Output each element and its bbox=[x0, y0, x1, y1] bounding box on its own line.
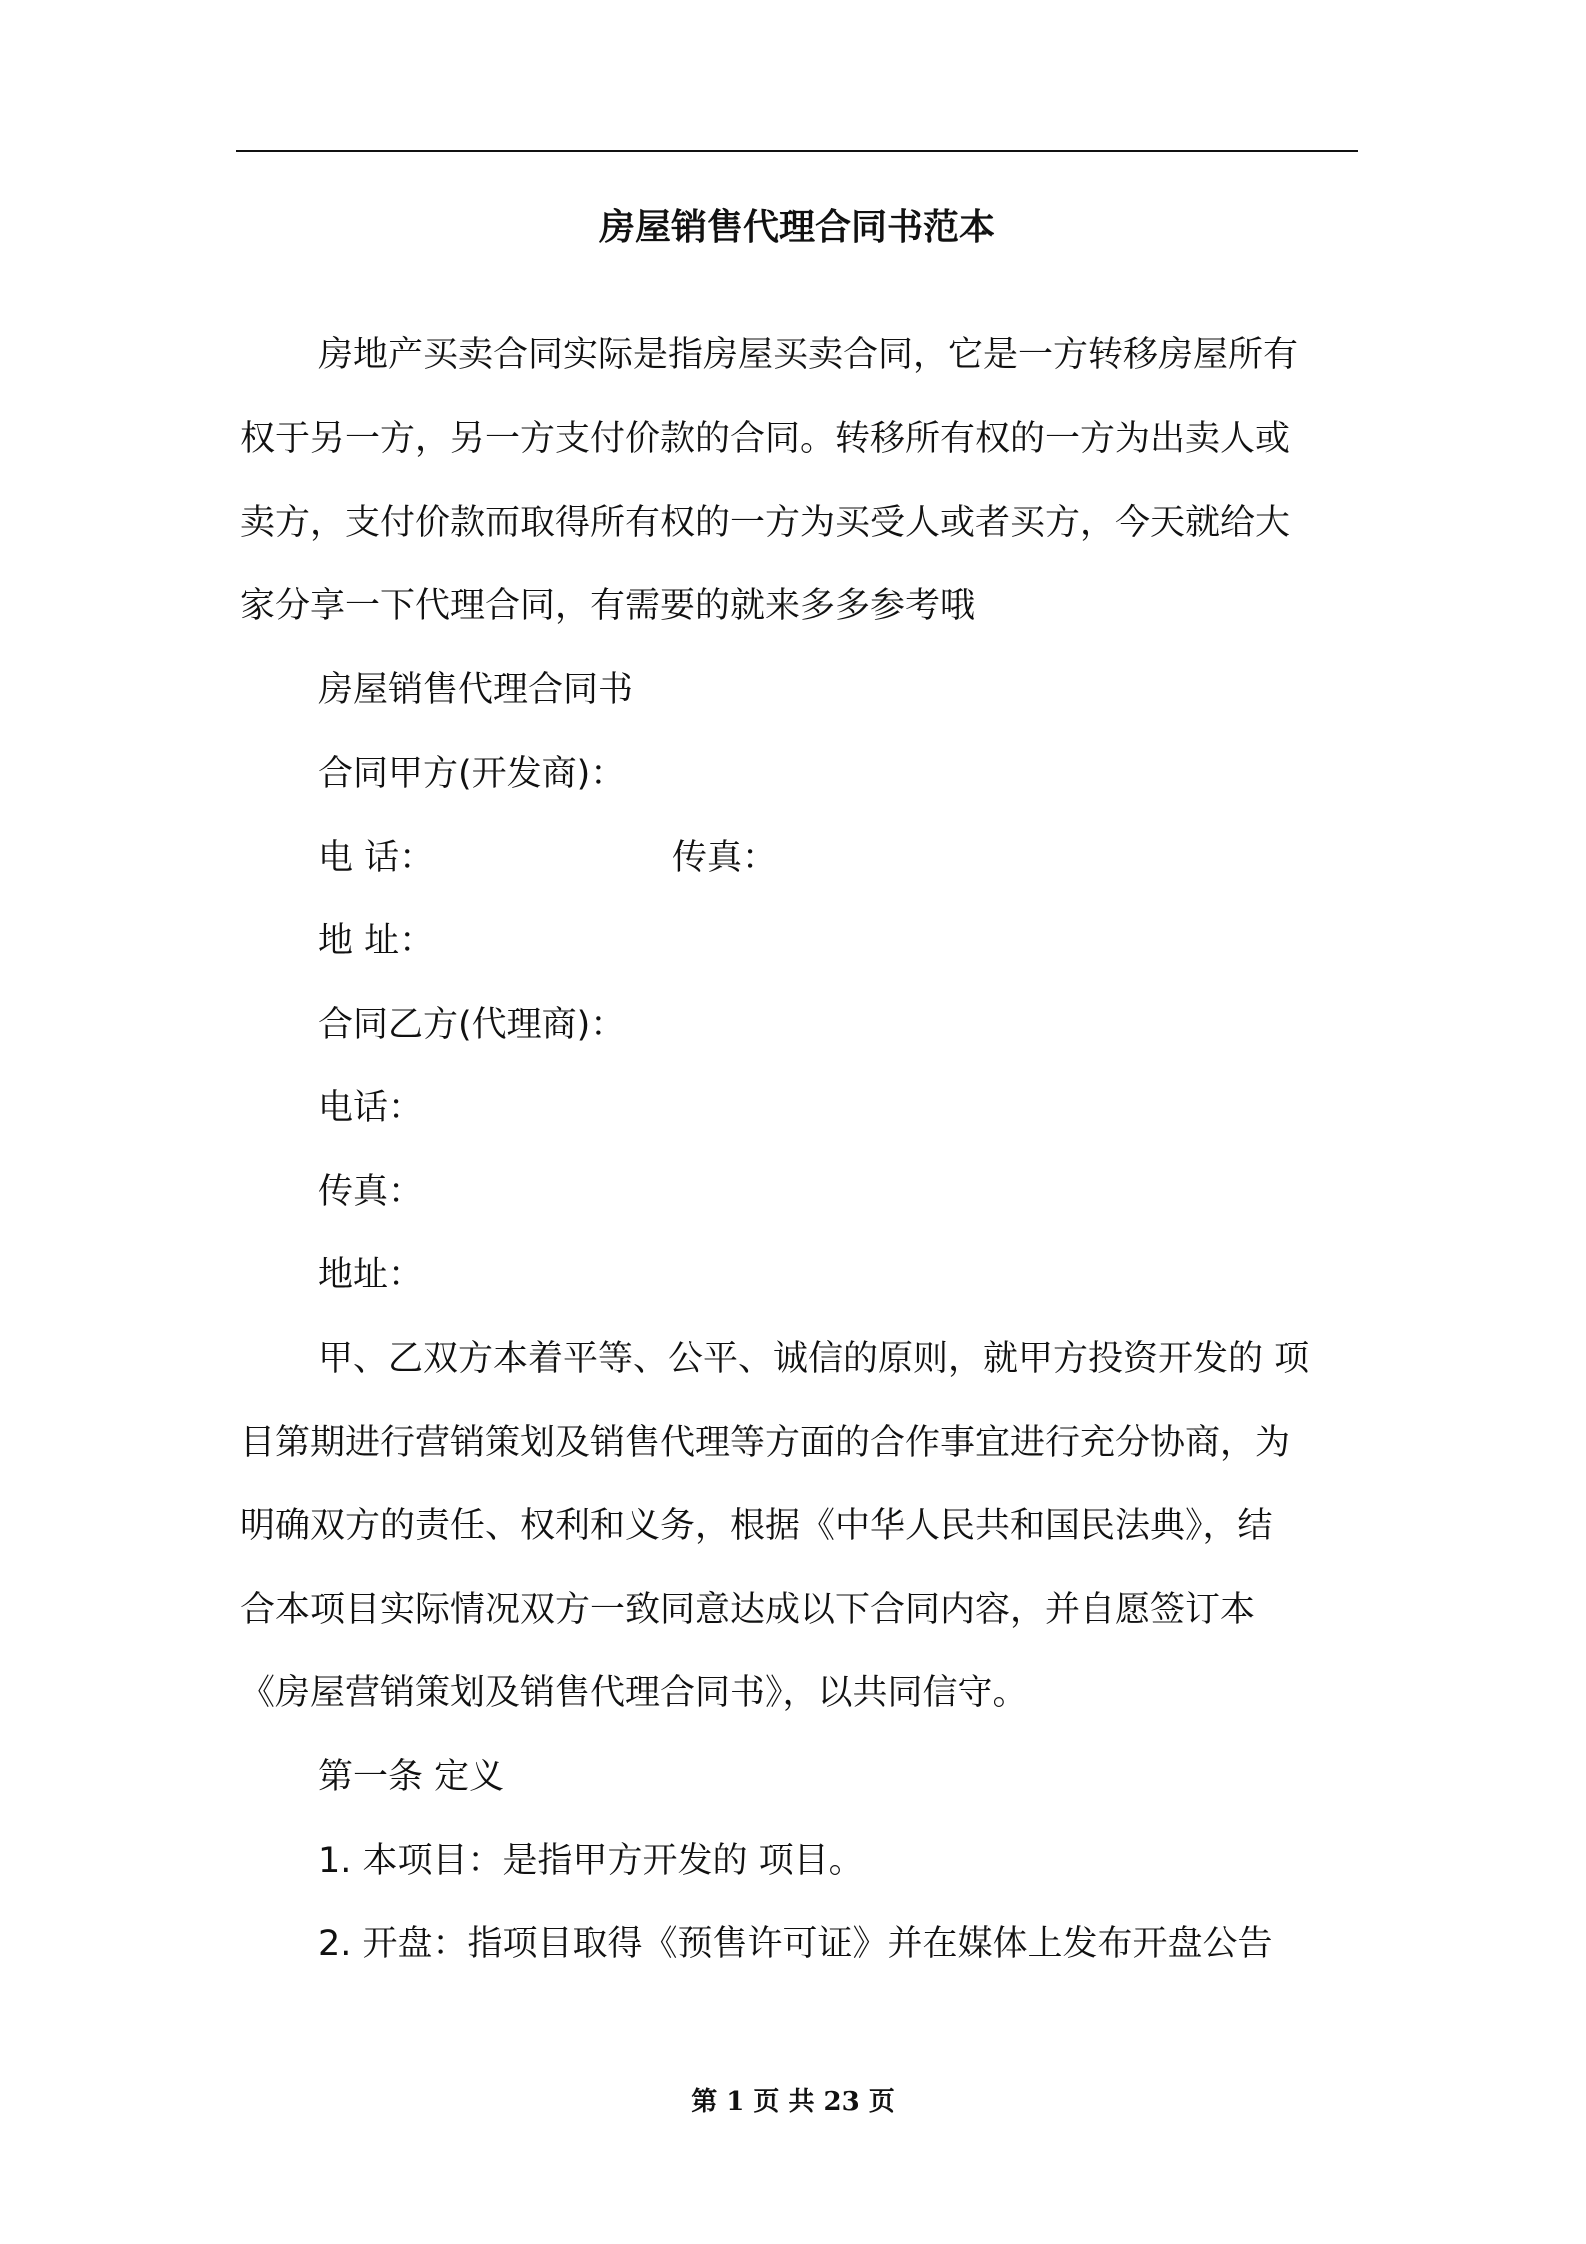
intro-line: 卖方，支付价款而取得所有权的一方为买受人或者买方，今天就给大 bbox=[240, 503, 1291, 543]
party-b-label: 合同乙方(代理商)： bbox=[318, 1005, 626, 1045]
contract-name: 房屋销售代理合同书 bbox=[318, 670, 634, 710]
preamble-line: 《房屋营销策划及销售代理合同书》，以共同信守。 bbox=[240, 1673, 1028, 1713]
party-b-address-label: 地址： bbox=[318, 1255, 424, 1295]
header-rule bbox=[236, 150, 1358, 152]
intro-line: 房地产买卖合同实际是指房屋买卖合同，它是一方转移房屋所有 bbox=[318, 335, 1299, 375]
party-a-fax-label: 传真： bbox=[672, 838, 778, 878]
total-pages: 23 bbox=[823, 2087, 860, 2117]
party-b-phone-label: 电话： bbox=[318, 1088, 424, 1128]
party-a-address-label: 地 址： bbox=[318, 921, 435, 961]
party-b-fax-label: 传真： bbox=[318, 1172, 424, 1212]
party-a-label: 合同甲方(开发商)： bbox=[318, 754, 626, 794]
article-item: 2. 开盘：指项目取得《预售许可证》并在媒体上发布开盘公告 bbox=[318, 1924, 1273, 1964]
article-item: 1. 本项目：是指甲方开发的 项目。 bbox=[318, 1841, 864, 1881]
preamble-line: 合本项目实际情况双方一致同意达成以下合同内容，并自愿签订本 bbox=[240, 1590, 1256, 1630]
intro-line: 家分享一下代理合同，有需要的就来多多参考哦 bbox=[240, 586, 976, 626]
footer-prefix: 第 bbox=[691, 2087, 727, 2117]
party-a-phone-label: 电 话： bbox=[318, 838, 435, 878]
preamble-line: 明确双方的责任、权利和义务，根据《中华人民共和国民法典》，结 bbox=[240, 1506, 1273, 1546]
preamble-line: 甲、乙双方本着平等、公平、诚信的原则，就甲方投资开发的 项 bbox=[318, 1339, 1310, 1379]
article-heading: 第一条 定义 bbox=[318, 1757, 505, 1797]
preamble-line: 目第期进行营销策划及销售代理等方面的合作事宜进行充分协商，为 bbox=[240, 1423, 1291, 1463]
page-number: 1 bbox=[726, 2087, 745, 2117]
intro-line: 权于另一方，另一方支付价款的合同。转移所有权的一方为出卖人或 bbox=[240, 419, 1291, 459]
footer-middle: 页 共 bbox=[744, 2087, 824, 2117]
footer-suffix: 页 bbox=[859, 2087, 895, 2117]
page-footer bbox=[0, 2082, 1586, 2122]
document-title: 房屋销售代理合同书范本 bbox=[598, 207, 995, 248]
